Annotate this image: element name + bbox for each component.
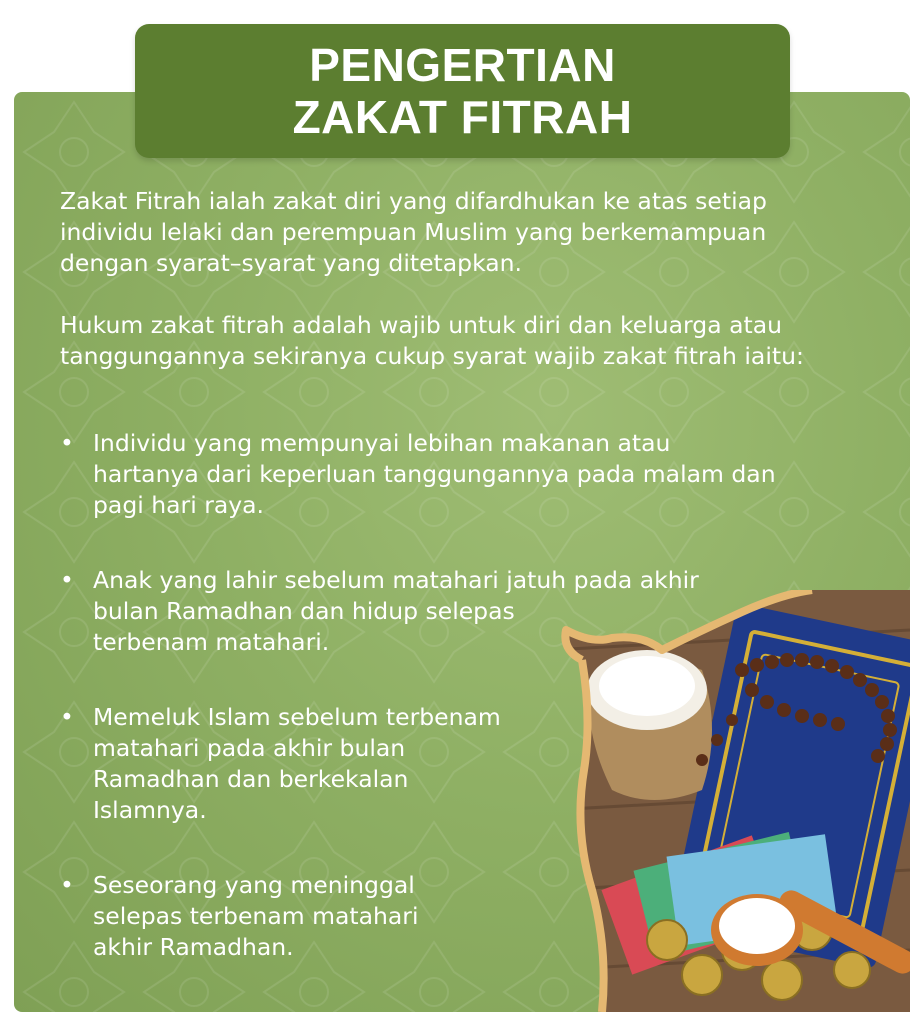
- title-banner: [135, 24, 790, 158]
- list-item-text: Seseorang yang meninggal selepas terbenam matahari akhir Ramadhan.: [93, 871, 419, 961]
- list-item-text: Memeluk Islam sebelum terbenam matahari pada akhir bulan Ramadhan dan berkekalan Islamnya.: [93, 703, 501, 824]
- list-item-text: Anak yang lahir sebelum matahari jatuh pada akhir bulan Ramadhan dan hidup selepas terbenam matahari.: [93, 566, 699, 656]
- bullet-icon: •: [60, 566, 74, 594]
- page-title-line-1: PENGERTIAN: [309, 39, 616, 91]
- list-item: [60, 870, 560, 963]
- zakat-items-illustration: [552, 590, 910, 1012]
- definition-paragraph: Zakat Fitrah ialah zakat diri yang difardhukan ke atas setiap individu lelaki dan perempuan Muslim yang berkemampuan dengan syarat–syarat yang ditetapkan.: [60, 187, 767, 277]
- list-item: [60, 428, 860, 521]
- bullet-icon: •: [60, 871, 74, 899]
- bullet-icon: •: [60, 703, 74, 731]
- ruling-paragraph: Hukum zakat fitrah adalah wajib untuk diri dan keluarga atau tanggungannya sekiranya cukup syarat wajib zakat fitrah iaitu:: [60, 311, 804, 370]
- page-title-line-2: ZAKAT FITRAH: [292, 91, 633, 143]
- bullet-icon: •: [60, 429, 74, 457]
- list-item: [60, 702, 560, 826]
- list-item-text: Individu yang mempunyai lebihan makanan atau hartanya dari keperluan tanggungannya pada malam dan pagi hari raya.: [93, 429, 776, 519]
